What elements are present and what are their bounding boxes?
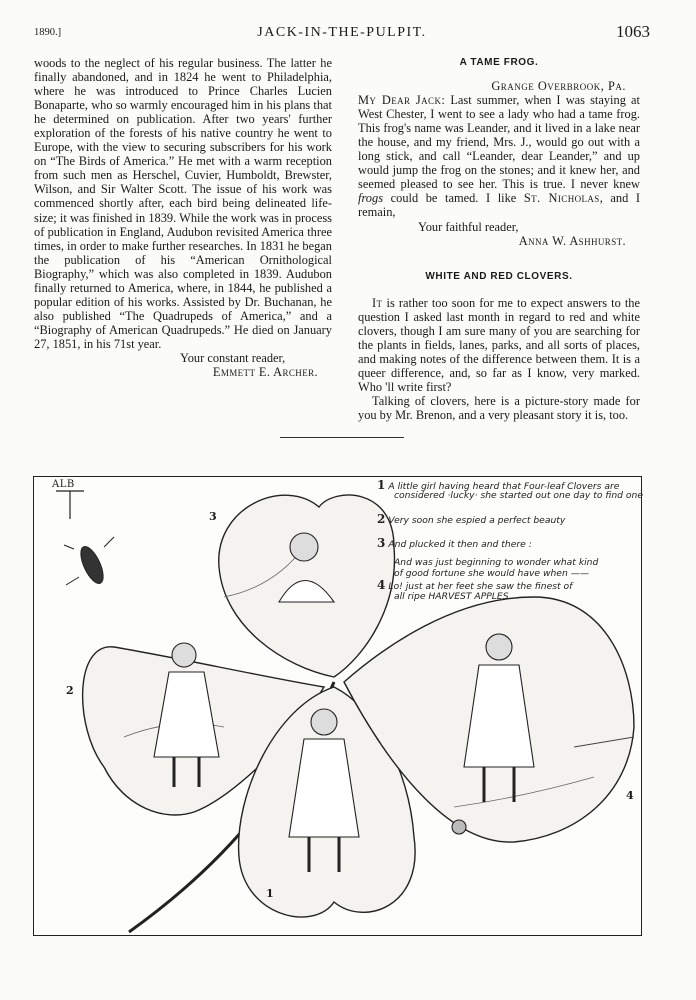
section-rule	[280, 437, 404, 438]
story-line-text: of good fortune she would have when ——	[394, 568, 590, 579]
tame-frog-body-end: , and I remain,	[358, 191, 640, 220]
story-line-text: all ripe HARVEST APPLES.	[394, 591, 512, 602]
audubon-paragraph: woods to the neglect of his regular business. The latter he finally abandoned, and in 1824 he went to Philadelphia, where he was introduced to Prince Charles Lucien Bonaparte, who so warmly encouraged him in his plans that he determined on publication. After two years' further exploration of the forests of his native country he went to Europe, with the view to securing subscribers for his work on “The Birds of America.” He met with a warm reception from such men as Herschel, Cuvier, Humboldt, Brewster, Wilson, and Sir Walter Scott. The issue of his work was commenced shortly after, each bird being delineated life-size; it was finished in 1839. While the work was in process of publication in England, Audubon revisited America three times, in order to make further researches. In 1831 he began the publication of his “American Ornithological Biography,” which was also completed in 1839. Audubon finally returned to America, where, in 1844, he published a popular edition of his works. Assisted by Dr. Buchanan, he also published “The Quadrupeds of America,” and a “Biography of American Quadrupeds.” He died on January 27, 1851, in his 71st year.	[34, 56, 332, 351]
clovers-heading: WHITE AND RED CLOVERS.	[425, 270, 573, 282]
story-line-number: 1	[377, 478, 386, 492]
tame-frog-italic: frogs	[358, 191, 384, 206]
tame-frog-signature: Anna W. Ashhurst.	[518, 233, 626, 248]
monogram-cross	[56, 491, 84, 519]
story-line-text: And was just beginning to wonder what kind	[394, 557, 599, 568]
story-line	[394, 591, 511, 603]
story-line-text: A little girl having heard that Four-leaf Clovers are	[388, 481, 620, 492]
clover-drawing	[34, 477, 640, 934]
artist-monogram: ALB	[52, 479, 75, 490]
story-line	[377, 537, 532, 551]
story-line-text: Lo! just at her feet she saw the finest of	[388, 581, 573, 592]
left-column	[34, 56, 332, 379]
tame-frog-body-mid: could be tamed. I like	[390, 191, 517, 206]
page-number: 1063	[616, 22, 650, 41]
right-column	[358, 56, 640, 422]
tame-frog-closing: Your faithful reader,	[418, 219, 519, 234]
clovers-body: is rather too soon for me to expect answers to the question I asked last month in regard to red and white clovers, though I am sure many of you are searching for the plants in fields, lanes, parks, and all sorts of places, and making notes of the difference between them. It is a queer difference, and, so far as I know, very marked. Who 'll write first?	[358, 295, 640, 394]
story-line-number: 2	[377, 512, 386, 526]
story-line	[377, 513, 565, 527]
clovers-paragraph-1	[358, 296, 640, 394]
clovers-paragraph-2: Talking of clovers, here is a picture-story made for you by Mr. Brenon, and a very pleasant story it is, too.	[358, 393, 640, 423]
story-line-number: 3	[377, 536, 386, 550]
beetle-figure	[64, 537, 114, 587]
tame-frog-heading: A TAME FROG.	[459, 57, 539, 68]
tame-frog-magazine-name: St. Nicholas	[523, 191, 600, 206]
story-line	[394, 490, 643, 502]
tame-frog-body: Last summer, when I was staying at West Chester, I went to see a lady who had a tame frog. This frog's name was Leander, and it lived in a lake near the house, and my friend, Mrs. J., would go out with a long stick, and call “Leander, dear Leander,” and up would jump the frog on the stones; and it knew her, and seemed pleased to see her. This is true. I never knew	[358, 93, 640, 192]
clovers-lead: It	[372, 295, 383, 310]
leaf-number: 2	[66, 684, 74, 697]
tame-frog-place: Grange Overbrook, Pa.	[491, 79, 626, 94]
leaf-number: 1	[266, 887, 274, 900]
left-signature: Emmett E. Archer.	[212, 365, 318, 380]
running-title: JACK-IN-THE-PULPIT.	[257, 25, 427, 40]
story-line-text: And plucked it then and there :	[388, 539, 532, 550]
story-line-text: considered ·lucky· she started out one day to find one	[394, 490, 643, 501]
header-year: 1890.]	[34, 27, 62, 38]
clover-illustration	[33, 476, 642, 936]
tame-frog-letter	[358, 93, 640, 219]
left-closing: Your constant reader,	[180, 350, 286, 365]
page-header	[34, 22, 650, 46]
story-line-number: 4	[377, 578, 386, 592]
tame-frog-salutation: My Dear Jack:	[358, 93, 446, 108]
leaf-number: 3	[209, 510, 217, 523]
leaf-number: 4	[626, 789, 634, 802]
story-line-text: Very soon she espied a perfect beauty	[388, 515, 566, 526]
